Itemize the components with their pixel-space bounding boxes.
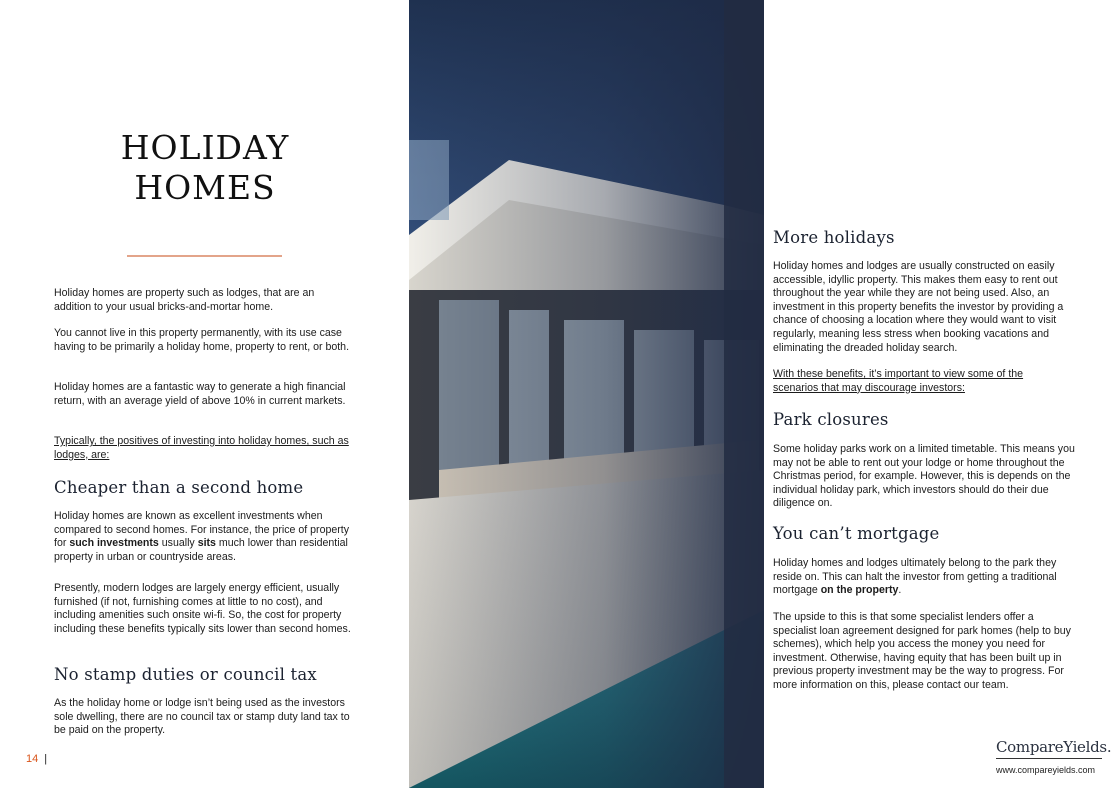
compareyields-logo: CompareYields. [996, 738, 1112, 756]
stamp-paragraph: As the holiday home or lodge isn’t being used as the investors sole dwelling, there are no council tax or stamp duty land tax to be paid on the property. [54, 697, 350, 737]
cheaper-paragraph-1: Holiday homes are known as excellent investments when compared to second homes. For instance, the price of property for such investments usually sits much lower than residential property in urban or countryside areas. [54, 510, 350, 563]
holiday-home-photo [409, 0, 764, 788]
mortgage-paragraph-2: The upside to this is that some specialist lenders offer a specialist loan agreement designed for park homes (help to buy schemes), which help you access the money you need for investment. Otherwise, having equity that has been built up in previous property investment may be the way to progress. For more information on this, please contact our team. [773, 611, 1071, 691]
heading-park-closures: Park closures [773, 410, 889, 429]
heading-cheaper: Cheaper than a second home [54, 478, 304, 497]
cheaper-paragraph-2: Presently, modern lodges are largely energy efficient, usually furnished (if not, furnishing comes at little to no cost), and including amenities such onsite wi-fi. So, the cost for property including these benefits typically sits lower than second homes. [54, 582, 351, 635]
left-column [0, 0, 409, 788]
intro-paragraph-1: Holiday homes are property such as lodges, that are an addition to your usual bricks-and-mortar home. [54, 287, 315, 313]
park-closures-paragraph: Some holiday parks work on a limited timetable. This means you may not be able to rent out your lodge or home throughout the Christmas period, for example. However, this is depends on the individual holiday park, which investors should do their due diligence on. [773, 443, 1075, 510]
mortgage-paragraph-1: Holiday homes and lodges ultimately belong to the park they reside on. This can halt the investor from getting a traditional mortgage on the property. [773, 557, 1057, 597]
heading-stamp-duty: No stamp duties or council tax [54, 665, 317, 684]
intro-paragraph-2: You cannot live in this property permanently, with its use case having to be primarily a holiday home, property to rent, or both. [54, 327, 350, 353]
heading-more-holidays: More holidays [773, 228, 895, 247]
benefits-lead: With these benefits, it’s important to view some of the scenarios that may discourage investors: [773, 368, 1024, 394]
logo-divider [996, 758, 1102, 759]
more-holidays-paragraph: Holiday homes and lodges are usually constructed on easily accessible, idyllic property. This makes them easy to rent out throughout the year while they are not being used. Also, an investment in this property benefits the investor by providing a chance of choosing a location where they would want to visit regularly, meaning less stress when booking vacations and eliminating the dreaded holiday search. [773, 260, 1064, 354]
page-number: 14 | [26, 753, 48, 765]
website-url[interactable]: www.compareyields.com [996, 765, 1096, 775]
positives-lead: Typically, the positives of investing into holiday homes, such as lodges, are: [54, 435, 349, 461]
heading-mortgage: You can’t mortgage [773, 524, 940, 543]
page-title: HOLIDAY HOMES [120, 128, 290, 207]
title-divider [127, 255, 282, 257]
intro-paragraph-3: Holiday homes are a fantastic way to generate a high financial return, with an average yield of above 10% in current markets. [54, 381, 346, 407]
